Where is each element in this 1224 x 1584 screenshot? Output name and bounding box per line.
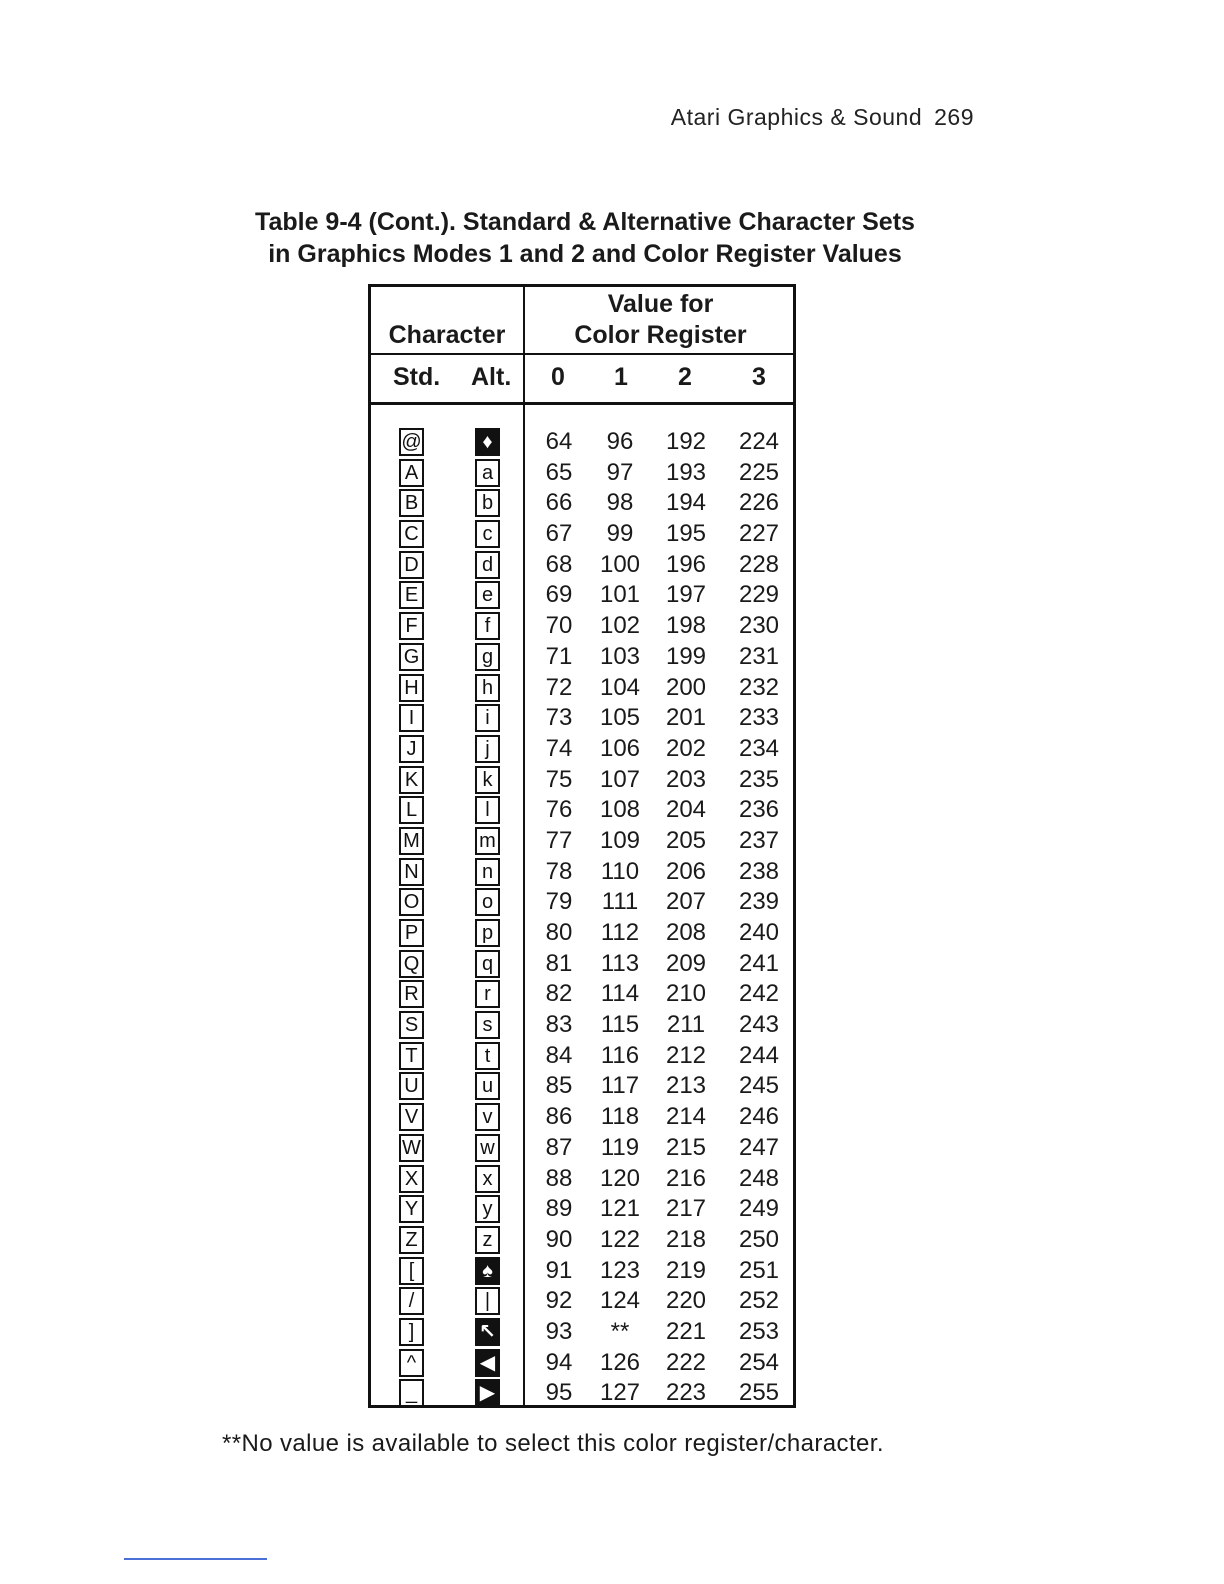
color-register-0-value: 93	[545, 1317, 573, 1345]
alt-character-box: f	[475, 612, 500, 640]
color-register-2-value: 194	[665, 489, 707, 517]
std-character-box: ]	[399, 1318, 424, 1346]
alt-character-box: s	[475, 1011, 500, 1039]
color-register-3-value: 250	[738, 1225, 780, 1253]
color-register-3-value: 241	[738, 949, 780, 977]
color-register-0-value: 68	[545, 550, 573, 578]
table-caption	[0, 206, 1170, 270]
table-row	[371, 428, 793, 459]
table-row	[371, 858, 793, 889]
color-register-2-value: 223	[665, 1379, 707, 1407]
color-register-0-value: 91	[545, 1256, 573, 1284]
header-register-0: 0	[551, 363, 565, 391]
color-register-0-value: 71	[545, 642, 573, 670]
header-rule-character	[371, 353, 523, 355]
alt-character-box: a	[475, 459, 500, 487]
alt-character-box: n	[475, 858, 500, 886]
color-register-1-value: **	[610, 1317, 630, 1345]
alt-character-box: ♦	[475, 428, 500, 456]
color-register-2-value: 200	[665, 673, 707, 701]
std-character-box: N	[399, 858, 424, 886]
color-register-0-value: 67	[545, 520, 573, 548]
color-register-0-value: 77	[545, 826, 573, 854]
running-head	[671, 104, 974, 131]
alt-character-box: j	[475, 735, 500, 763]
color-register-1-value: 107	[599, 765, 641, 793]
table-row	[371, 1072, 793, 1103]
color-register-3-value: 235	[738, 765, 780, 793]
color-register-3-value: 253	[738, 1317, 780, 1345]
color-register-2-value: 213	[665, 1072, 707, 1100]
alt-character-box: k	[475, 766, 500, 794]
header-rule-bottom	[371, 402, 793, 405]
color-register-2-value: 206	[665, 857, 707, 885]
color-register-3-value: 236	[738, 796, 780, 824]
table-row	[371, 1195, 793, 1226]
color-register-2-value: 211	[666, 1011, 706, 1039]
color-register-3-value: 230	[738, 612, 780, 640]
color-register-2-value: 208	[665, 919, 707, 946]
std-character-box: D	[399, 551, 424, 579]
color-register-2-value: 203	[665, 765, 707, 793]
color-register-2-value: 202	[665, 734, 707, 762]
color-register-1-value: 97	[606, 458, 634, 486]
color-register-2-value: 201	[665, 704, 707, 732]
color-register-1-value: 124	[599, 1287, 641, 1315]
table-row	[371, 1134, 793, 1165]
color-register-2-value: 207	[665, 888, 707, 916]
table-row	[371, 796, 793, 827]
alt-character-box: |	[475, 1287, 500, 1315]
header-register-3: 3	[752, 363, 766, 391]
table-row	[371, 980, 793, 1011]
std-character-box: E	[399, 581, 424, 609]
table-row	[371, 1379, 793, 1410]
alt-character-box: h	[475, 674, 500, 702]
color-register-0-value: 90	[545, 1225, 573, 1253]
table-body	[371, 428, 793, 1410]
std-character-box: Y	[399, 1195, 424, 1223]
table-row	[371, 581, 793, 612]
color-register-2-value: 218	[665, 1225, 707, 1253]
color-register-1-value: 127	[599, 1379, 641, 1407]
color-register-3-value: 229	[738, 581, 780, 609]
color-register-2-value: 219	[665, 1256, 707, 1284]
alt-character-box: t	[475, 1042, 500, 1070]
color-register-0-value: 84	[545, 1041, 573, 1069]
color-register-3-value: 239	[738, 888, 780, 916]
alt-character-box: m	[475, 827, 500, 855]
alt-character-box: w	[475, 1134, 500, 1162]
color-register-0-value: 69	[545, 581, 573, 609]
color-register-1-value: 99	[606, 520, 634, 548]
color-register-3-value: 254	[738, 1348, 780, 1376]
color-register-1-value: 126	[599, 1348, 641, 1376]
std-character-box: Z	[399, 1226, 424, 1254]
color-register-3-value: 247	[738, 1133, 780, 1161]
color-register-0-value: 64	[545, 428, 573, 455]
color-register-1-value: 109	[599, 826, 641, 854]
color-register-1-value: 101	[599, 581, 641, 609]
color-register-2-value: 193	[665, 458, 707, 486]
footer-rule	[124, 1558, 267, 1560]
color-register-2-value: 204	[665, 796, 707, 824]
color-register-2-value: 196	[665, 550, 707, 578]
header-value-line-2: Color Register	[574, 321, 747, 349]
color-register-1-value: 108	[599, 796, 641, 824]
color-register-0-value: 92	[545, 1287, 573, 1315]
std-character-box: J	[399, 735, 424, 763]
color-register-0-value: 88	[545, 1164, 573, 1192]
color-register-0-value: 70	[545, 612, 573, 640]
color-register-3-value: 243	[738, 1011, 780, 1039]
table-row	[371, 1287, 793, 1318]
alt-character-box: d	[475, 551, 500, 579]
color-register-3-value: 244	[738, 1041, 780, 1069]
color-register-3-value: 255	[738, 1379, 780, 1407]
color-register-1-value: 118	[600, 1103, 640, 1131]
alt-character-box: i	[475, 704, 500, 732]
color-register-1-value: 111	[601, 888, 639, 916]
std-character-box: T	[399, 1042, 424, 1070]
header-register-2: 2	[678, 363, 692, 391]
table-row	[371, 1349, 793, 1380]
color-register-2-value: 220	[665, 1287, 707, 1315]
std-character-box: A	[399, 459, 424, 487]
std-character-box: X	[399, 1165, 424, 1193]
table-row	[371, 1257, 793, 1288]
color-register-2-value: 209	[665, 949, 707, 977]
color-register-1-value: 115	[600, 1011, 640, 1039]
alt-character-box: l	[475, 796, 500, 824]
footnote: **No value is available to select this color register/character.	[222, 1430, 884, 1457]
table-row	[371, 1165, 793, 1196]
color-register-3-value: 248	[738, 1164, 780, 1192]
std-character-box: F	[399, 612, 424, 640]
alt-character-box: p	[475, 919, 500, 947]
table-row	[371, 551, 793, 582]
color-register-3-value: 232	[738, 673, 780, 701]
header-std: Std.	[393, 363, 441, 391]
alt-character-box: y	[475, 1195, 500, 1223]
color-register-3-value: 252	[738, 1287, 780, 1315]
table-row	[371, 1011, 793, 1042]
running-head-title: Atari Graphics & Sound	[670, 104, 923, 130]
table-row	[371, 919, 793, 950]
color-register-2-value: 195	[665, 520, 707, 548]
color-register-0-value: 94	[545, 1348, 573, 1376]
color-register-1-value: 121	[599, 1195, 641, 1223]
std-character-box: H	[399, 674, 424, 702]
std-character-box: U	[399, 1072, 424, 1100]
color-register-0-value: 66	[545, 489, 573, 517]
table-row	[371, 1042, 793, 1073]
color-register-3-value: 231	[738, 642, 780, 670]
header-character: Character	[388, 321, 506, 349]
color-register-0-value: 95	[545, 1379, 573, 1407]
std-character-box: G	[399, 643, 424, 671]
color-register-0-value: 80	[545, 919, 573, 946]
std-character-box: K	[399, 766, 424, 794]
color-register-1-value: 110	[600, 857, 640, 885]
table-row	[371, 643, 793, 674]
table-row	[371, 950, 793, 981]
header-rule-value	[525, 353, 793, 355]
header-alt: Alt.	[471, 363, 512, 391]
color-register-0-value: 81	[545, 949, 573, 977]
table-row	[371, 1318, 793, 1349]
color-register-0-value: 78	[545, 857, 573, 885]
std-character-box: P	[399, 919, 424, 947]
std-character-box: [	[399, 1257, 424, 1285]
color-register-1-value: 100	[599, 550, 641, 578]
color-register-1-value: 103	[599, 642, 641, 670]
page-number: 269	[934, 104, 974, 130]
color-register-2-value: 198	[665, 612, 707, 640]
color-register-1-value: 98	[606, 489, 634, 517]
color-register-0-value: 87	[545, 1133, 573, 1161]
alt-character-box: x	[475, 1165, 500, 1193]
std-character-box: I	[399, 704, 424, 732]
table-row	[371, 1226, 793, 1257]
std-character-box: L	[399, 796, 424, 824]
color-register-2-value: 214	[665, 1103, 707, 1131]
header-register-1: 1	[614, 363, 628, 391]
color-register-3-value: 240	[738, 919, 780, 946]
alt-character-box: c	[475, 520, 500, 548]
color-register-3-value: 224	[738, 428, 780, 455]
color-register-2-value: 221	[665, 1317, 707, 1345]
std-character-box: W	[399, 1134, 424, 1162]
alt-character-box: u	[475, 1072, 500, 1100]
color-register-1-value: 119	[600, 1133, 640, 1161]
color-register-2-value: 192	[665, 428, 707, 455]
color-register-3-value: 227	[738, 520, 780, 548]
std-character-box: M	[399, 827, 424, 855]
alt-character-box: b	[475, 489, 500, 517]
table-row	[371, 612, 793, 643]
std-character-box: S	[399, 1011, 424, 1039]
color-register-2-value: 197	[665, 581, 707, 609]
table-row	[371, 888, 793, 919]
color-register-0-value: 73	[545, 704, 573, 732]
color-register-2-value: 205	[665, 826, 707, 854]
color-register-0-value: 83	[545, 1011, 573, 1039]
color-register-2-value: 216	[665, 1164, 707, 1192]
table-row	[371, 1103, 793, 1134]
alt-character-box: ▶	[475, 1379, 500, 1407]
header-value	[525, 289, 796, 351]
color-register-0-value: 82	[545, 980, 573, 1008]
std-character-box: /	[399, 1287, 424, 1315]
color-register-0-value: 89	[545, 1195, 573, 1223]
table-row	[371, 459, 793, 490]
color-register-2-value: 199	[665, 642, 707, 670]
table-row	[371, 674, 793, 705]
color-register-3-value: 237	[738, 826, 780, 854]
alt-character-box: r	[475, 980, 500, 1008]
table-row	[371, 520, 793, 551]
alt-character-box: v	[475, 1103, 500, 1131]
table-row	[371, 827, 793, 858]
color-register-3-value: 245	[738, 1072, 780, 1100]
color-register-2-value: 222	[665, 1348, 707, 1376]
color-register-1-value: 106	[599, 734, 641, 762]
color-register-3-value: 249	[738, 1195, 780, 1223]
color-register-2-value: 210	[665, 980, 707, 1008]
color-register-0-value: 75	[545, 765, 573, 793]
std-character-box: O	[399, 888, 424, 916]
std-character-box: V	[399, 1103, 424, 1131]
color-register-3-value: 251	[738, 1256, 780, 1284]
color-register-1-value: 112	[600, 919, 640, 946]
color-register-0-value: 72	[545, 673, 573, 701]
color-register-1-value: 96	[606, 428, 634, 455]
alt-character-box: g	[475, 643, 500, 671]
color-register-0-value: 65	[545, 458, 573, 486]
std-character-box: @	[399, 428, 424, 456]
table-row	[371, 489, 793, 520]
color-register-3-value: 225	[738, 458, 780, 486]
table-row	[371, 735, 793, 766]
color-register-3-value: 233	[738, 704, 780, 732]
color-register-0-value: 74	[545, 734, 573, 762]
color-register-3-value: 246	[738, 1103, 780, 1131]
color-register-3-value: 242	[738, 980, 780, 1008]
color-register-1-value: 117	[600, 1072, 640, 1100]
color-register-1-value: 113	[600, 949, 640, 977]
alt-character-box: e	[475, 581, 500, 609]
alt-character-box: q	[475, 950, 500, 978]
std-character-box: C	[399, 520, 424, 548]
color-register-1-value: 120	[599, 1164, 641, 1192]
table-row	[371, 704, 793, 735]
color-register-1-value: 102	[599, 612, 641, 640]
color-register-0-value: 85	[545, 1072, 573, 1100]
color-register-1-value: 104	[599, 673, 641, 701]
table-row	[371, 766, 793, 797]
color-register-3-value: 226	[738, 489, 780, 517]
color-register-2-value: 215	[665, 1133, 707, 1161]
color-register-0-value: 86	[545, 1103, 573, 1131]
header-value-line-1: Value for	[607, 290, 714, 318]
color-register-1-value: 105	[599, 704, 641, 732]
color-register-0-value: 79	[545, 888, 573, 916]
alt-character-box: z	[475, 1226, 500, 1254]
color-register-3-value: 234	[738, 734, 780, 762]
alt-character-box: o	[475, 888, 500, 916]
color-register-2-value: 212	[665, 1041, 707, 1069]
color-register-1-value: 122	[599, 1225, 641, 1253]
alt-character-box: ◀	[475, 1349, 500, 1377]
color-register-1-value: 114	[600, 980, 640, 1008]
caption-line-1: Table 9-4 (Cont.). Standard & Alternative Character Sets	[255, 208, 915, 236]
color-register-3-value: 228	[738, 550, 780, 578]
std-character-box: ^	[399, 1349, 424, 1377]
color-register-1-value: 123	[599, 1256, 641, 1284]
color-register-0-value: 76	[545, 796, 573, 824]
alt-character-box: ↖	[475, 1318, 500, 1346]
std-character-box: _	[399, 1379, 424, 1407]
std-character-box: B	[399, 489, 424, 517]
alt-character-box: ♠	[475, 1257, 500, 1285]
color-register-1-value: 116	[600, 1041, 640, 1069]
std-character-box: Q	[399, 950, 424, 978]
color-register-3-value: 238	[738, 857, 780, 885]
caption-line-2: in Graphics Modes 1 and 2 and Color Register Values	[268, 240, 902, 268]
std-character-box: R	[399, 980, 424, 1008]
character-table	[368, 284, 796, 1408]
color-register-2-value: 217	[665, 1195, 707, 1223]
